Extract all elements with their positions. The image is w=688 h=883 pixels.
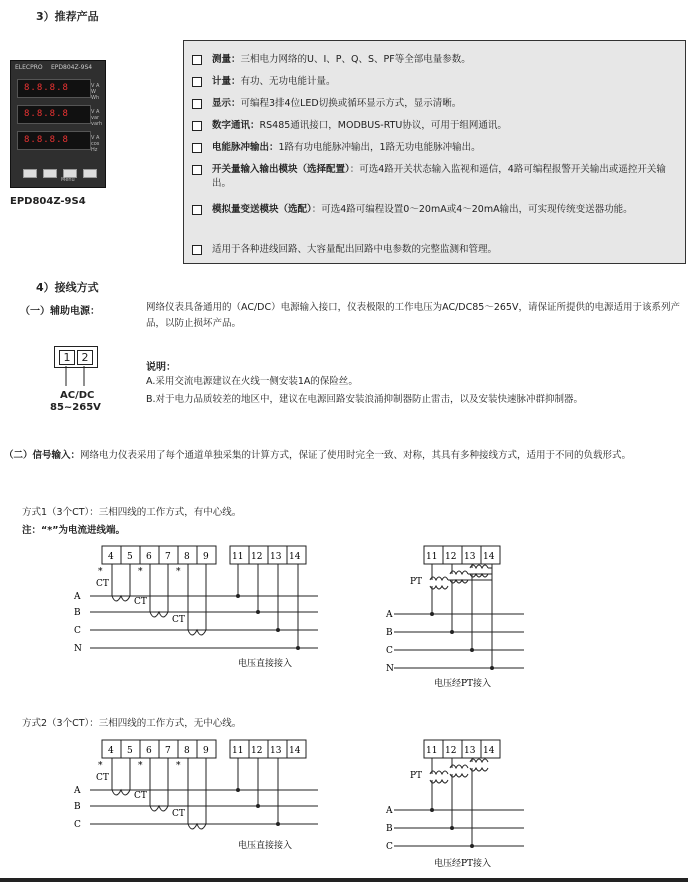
mode2-term-11: 11 (232, 746, 244, 756)
mode1-pt-phase-b: B (386, 628, 393, 638)
mode2-pt-phase-a: A (386, 806, 393, 816)
mode1-direct-diagram (70, 542, 320, 672)
mode2-pt-diagram (384, 736, 534, 870)
mode1-star-1: * (98, 567, 103, 577)
mode1-term-11: 11 (232, 552, 244, 562)
signal-input-heading: （二）信号输入： (4, 450, 81, 461)
power-leads (54, 366, 98, 388)
mode2-star-3: * (176, 761, 181, 771)
mode2-ct-1: CT (96, 773, 109, 783)
brand-logo: ELECPRO (15, 64, 43, 71)
note-b: B.对于电力品质较差的地区中，建议在电源回路安装浪涌抑制器防止雷击，以及安装快速脉冲群抑制器。 (146, 394, 584, 405)
mode2-term-8: 8 (184, 746, 190, 756)
voltage-range-label: 85~265V (50, 402, 101, 413)
mode1-title: 方式1（3个CT）：三相四线的工作方式，有中心线。 (22, 507, 242, 518)
mode1-star-2: * (138, 567, 143, 577)
row1-units: V A W Wh (91, 83, 100, 101)
acdc-label: AC/DC (60, 390, 95, 401)
mode2-pt-term-11: 11 (426, 746, 438, 756)
signal-input-text: 网络电力仪表采用了每个通道单独采集的计算方式，保证了使用时完全一致、对称，其具有多种接线方式，适用于不同的负载形式。 (80, 450, 632, 461)
mode1-term-12: 12 (251, 552, 263, 562)
mode2-term-6: 6 (146, 746, 152, 756)
mode1-phase-b: B (74, 608, 81, 618)
mode2-caption-direct: 电压直接接入 (238, 841, 293, 851)
mode2-term-9: 9 (203, 746, 209, 756)
mode1-phase-c: C (74, 626, 81, 636)
mode1-pt-term-12: 12 (445, 552, 457, 562)
led-row-2: 8.8.8.8 (17, 105, 91, 124)
mode1-caption-pt: 电压经PT接入 (434, 679, 492, 689)
mode1-phase-n: N (74, 644, 82, 654)
mode2-title: 方式2（3个CT）：三相四线的工作方式，无中心线。 (22, 718, 242, 729)
checkbox-icon (192, 77, 202, 87)
led-row-3: 8.8.8.8 (17, 131, 91, 150)
terminal-1: 1 (59, 350, 75, 365)
mode2-caption-pt: 电压经PT接入 (434, 859, 492, 869)
row2-units: V A var varh (91, 109, 103, 127)
mode2-pt-label: PT (410, 771, 423, 781)
mode1-term-8: 8 (184, 552, 190, 562)
meter-device-image (10, 60, 106, 188)
aux-power-heading: （一）辅助电源： (20, 306, 100, 317)
section4-title: 4）接线方式 (36, 281, 99, 294)
mode2-phase-a: A (74, 786, 81, 796)
checkbox-icon (192, 99, 202, 109)
mode1-term-14: 14 (289, 552, 301, 562)
current-terminal-note: 注：“*”为电流进线端。 (22, 525, 125, 536)
mode1-pt-phase-n: N (386, 664, 394, 674)
mode1-phase-a: A (74, 592, 81, 602)
mode1-term-4: 4 (108, 552, 114, 562)
signal-input-paragraph (4, 448, 684, 464)
mode1-ct-3: CT (172, 615, 185, 625)
power-terminal-block (54, 346, 98, 368)
checkbox-icon (192, 55, 202, 65)
bottom-rule (0, 878, 688, 882)
mode1-pt-term-14: 14 (483, 552, 495, 562)
mode2-star-2: * (138, 761, 143, 771)
mode2-ct-3: CT (172, 809, 185, 819)
mode2-term-14: 14 (289, 746, 301, 756)
mode1-pt-phase-c: C (386, 646, 393, 656)
mode1-caption-direct: 电压直接接入 (238, 659, 293, 669)
checkbox-icon (192, 205, 202, 215)
mode2-term-5: 5 (127, 746, 133, 756)
model-label: EPD804Z-9S4 (10, 196, 86, 207)
mode1-term-13: 13 (270, 552, 282, 562)
mode1-term-5: 5 (127, 552, 133, 562)
mode2-term-4: 4 (108, 746, 114, 756)
panel-model-text: EPD804Z-9S4 (51, 64, 93, 71)
mode2-pt-term-14: 14 (483, 746, 495, 756)
mode1-pt-phase-a: A (386, 610, 393, 620)
mode1-pt-term-11: 11 (426, 552, 438, 562)
mode2-direct-diagram (70, 736, 320, 854)
mode1-pt-label: PT (410, 577, 423, 587)
checkbox-icon (192, 165, 202, 175)
checkbox-icon (192, 121, 202, 131)
device-button-4 (83, 169, 97, 178)
mode1-star-3: * (176, 567, 181, 577)
checkbox-icon (192, 245, 202, 255)
mode2-phase-b: B (74, 802, 81, 812)
mode2-term-13: 13 (270, 746, 282, 756)
device-button-1 (23, 169, 37, 178)
mode1-ct-1: CT (96, 579, 109, 589)
row3-units: V A cos Hz (91, 135, 100, 153)
mode2-star-1: * (98, 761, 103, 771)
note-a: A.采用交流电源建议在火线一侧安装1A的保险丝。 (146, 376, 358, 387)
mode2-pt-phase-c: C (386, 842, 393, 852)
terminal-2: 2 (77, 350, 93, 365)
checkbox-icon (192, 143, 202, 153)
menu-label: Menu (61, 177, 75, 183)
led-row-1: 8.8.8.8 (17, 79, 91, 98)
mode2-pt-term-13: 13 (464, 746, 476, 756)
mode2-term-12: 12 (251, 746, 263, 756)
mode1-term-6: 6 (146, 552, 152, 562)
mode1-ct-2: CT (134, 597, 147, 607)
mode1-term-9: 9 (203, 552, 209, 562)
aux-power-text: 网络仪表具备通用的（AC/DC）电源输入接口，仪表极限的工作电压为AC/DC85～265V，请保证所提供的电源适用于该系列产品，以防止损坏产品。 (146, 302, 680, 329)
feature-list-box: 测量：三相电力网络的U、I、P、Q、S、PF等全部电量参数。 计量：有功、无功电能计量。 显示：可编程3排4位LED切换或循环显示方式，显示清晰。 数字通讯：RS485通讯接口，MODBUS-RTU协议，可用于组网通讯。 电能脉冲输出：1路有功电能脉冲输出，1路无功电能脉冲输出。 开关量输入输出模块（选择配置）：可选4路开关状态输入监视和遥信，4路可编程报警开关输出或遥控开关输出。 模拟量变送模块（选配）：可选4路可编程设置0～20mA或4～20mA输出，可实现传统变送器功能。 适用于各种进线回路、大容量配出回路中电参数的完整监测和管理。 (183, 40, 686, 264)
mode1-pt-diagram (384, 542, 534, 690)
note-title: 说明： (146, 362, 176, 373)
mode1-term-7: 7 (165, 552, 171, 562)
mode2-pt-term-12: 12 (445, 746, 457, 756)
mode2-ct-2: CT (134, 791, 147, 801)
section3-title: 3）推荐产品 (36, 10, 99, 23)
mode2-pt-phase-b: B (386, 824, 393, 834)
mode2-term-7: 7 (165, 746, 171, 756)
mode2-phase-c: C (74, 820, 81, 830)
device-button-2 (43, 169, 57, 178)
mode1-pt-term-13: 13 (464, 552, 476, 562)
